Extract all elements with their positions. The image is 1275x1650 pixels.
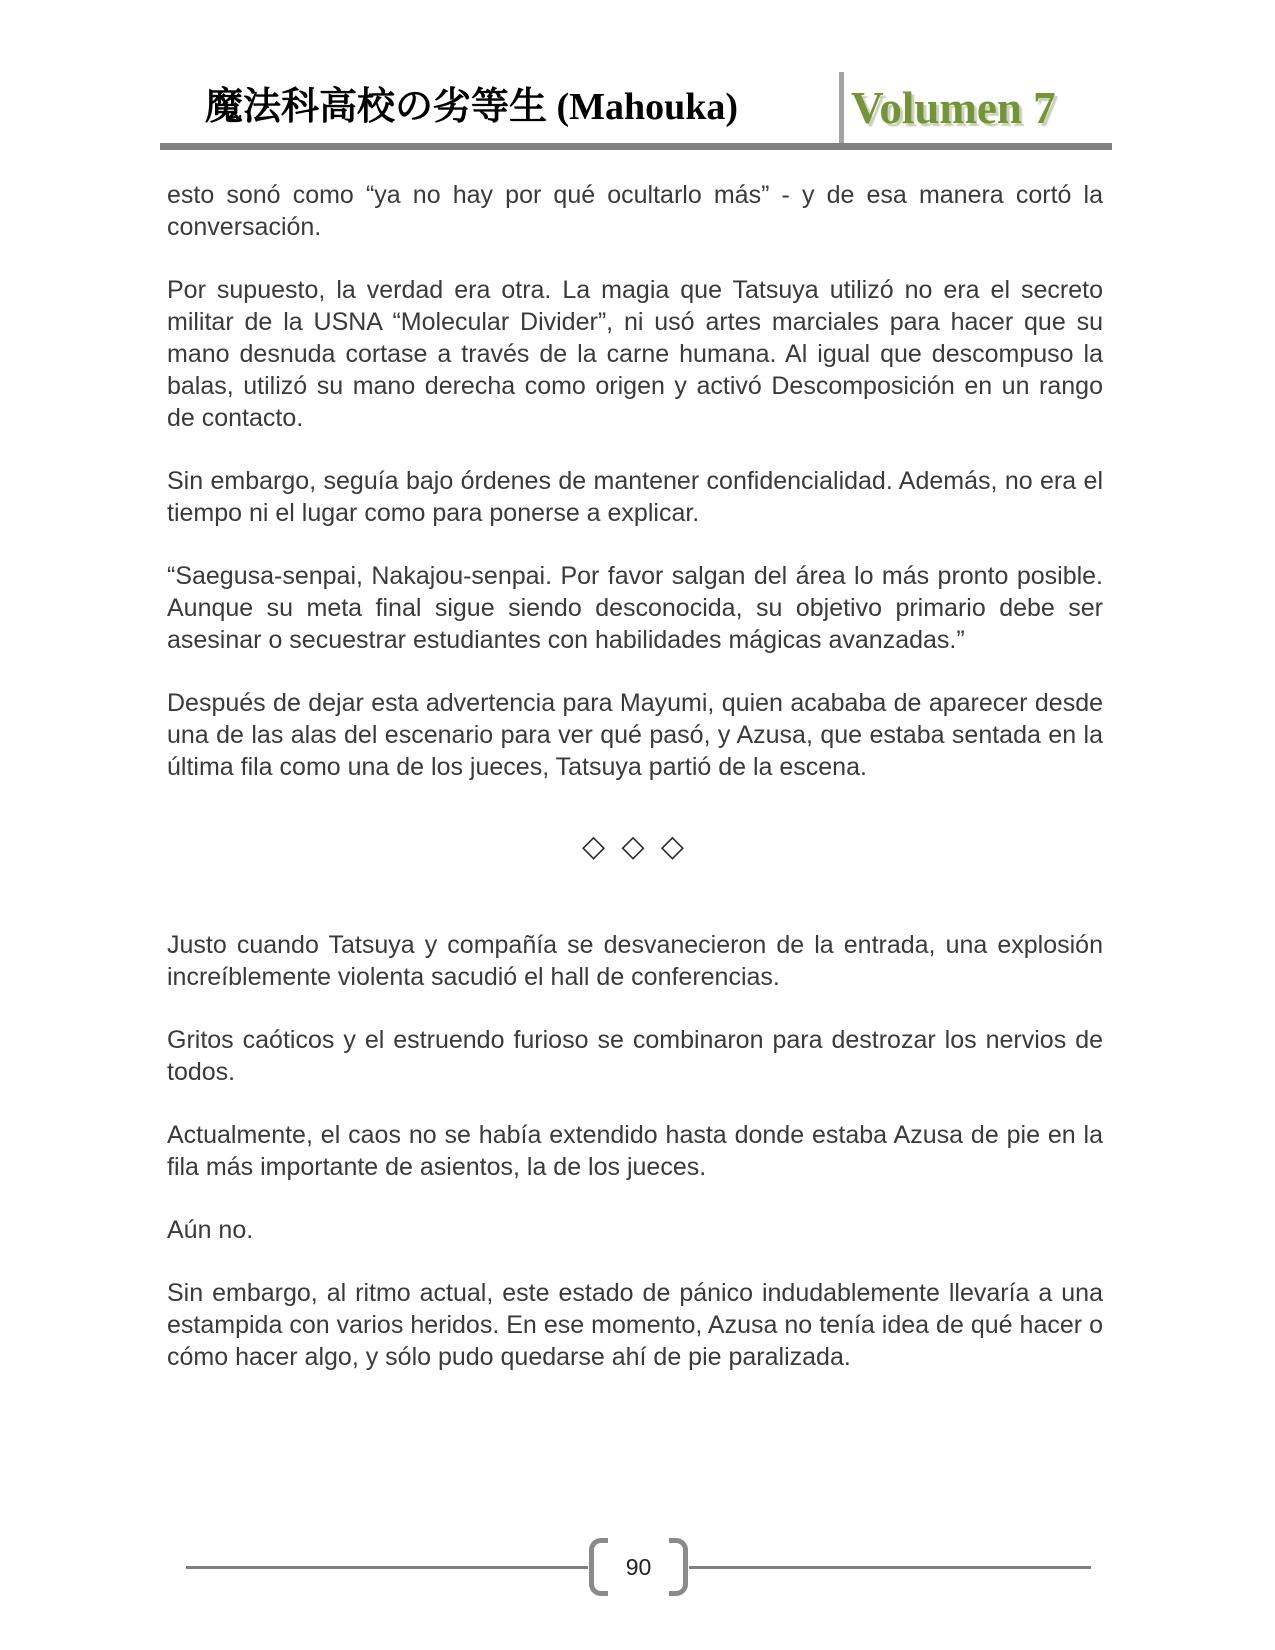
paragraph: Sin embargo, seguía bajo órdenes de mantener confidencialidad. Además, no era el tiempo ni el lugar como para ponerse a explicar. (167, 467, 1103, 527)
body-text (167, 179, 1103, 1404)
paragraph: esto sonó como “ya no hay por qué ocultarlo más” - y de esa manera cortó la conversación. (167, 181, 1103, 241)
footer-rule-left (186, 1566, 588, 1569)
footer-rule-right (689, 1566, 1091, 1569)
header-divider (839, 72, 844, 143)
page-number: 90 (625, 1554, 652, 1580)
volume-label: Volumen 7 (851, 83, 1056, 133)
paragraph: “Saegusa-senpai, Nakajou-senpai. Por favor salgan del área lo más pronto posible. Aunque su meta final sigue siendo desconocida, su objetivo primario debe ser asesinar o secuestrar estudiantes con habilidades mágicas avanzadas.” (167, 562, 1103, 654)
paragraph: Aún no. (167, 1216, 254, 1244)
right-bracket-icon (669, 1538, 688, 1596)
paragraph: Justo cuando Tatsuya y compañía se desvanecieron de la entrada, una explosión increíblemente violenta sacudió el hall de conferencias. (167, 931, 1103, 991)
footer (186, 1542, 1091, 1592)
paragraph: Sin embargo, al ritmo actual, este estado de pánico indudablemente llevaría a una estampida con varios heridos. En ese momento, Azusa no tenía idea de qué hacer o cómo hacer algo, y sólo pudo quedarse ahí de pie paralizada. (167, 1279, 1103, 1371)
left-bracket-icon (589, 1538, 608, 1596)
paragraph: Por supuesto, la verdad era otra. La magia que Tatsuya utilizó no era el secreto militar de la USNA “Molecular Divider”, ni usó artes marciales para hacer que su mano desnuda cortase a través de la carne humana. Al igual que descompuso la balas, utilizó su mano derecha como origen y activó Descomposición en un rango de contacto. (167, 276, 1103, 432)
paragraph: Gritos caóticos y el estruendo furioso se combinaron para destrozar los nervios de todos. (167, 1026, 1103, 1086)
page-title: 魔法科高校の劣等生 (Mahouka) (205, 86, 739, 128)
header-rule (160, 143, 1112, 150)
paragraph: Después de dejar esta advertencia para Mayumi, quien acababa de aparecer desde una de las alas del escenario para ver qué pasó, y Azusa, que estaba sentada en la última fila como una de los jueces, Tatsuya partió de la escena. (167, 689, 1103, 781)
paragraph: Actualmente, el caos no se había extendido hasta donde estaba Azusa de pie en la fila más importante de asientos, la de los jueces. (167, 1121, 1103, 1181)
diamond-separator-icon: ◇ ◇ ◇ (582, 830, 688, 863)
